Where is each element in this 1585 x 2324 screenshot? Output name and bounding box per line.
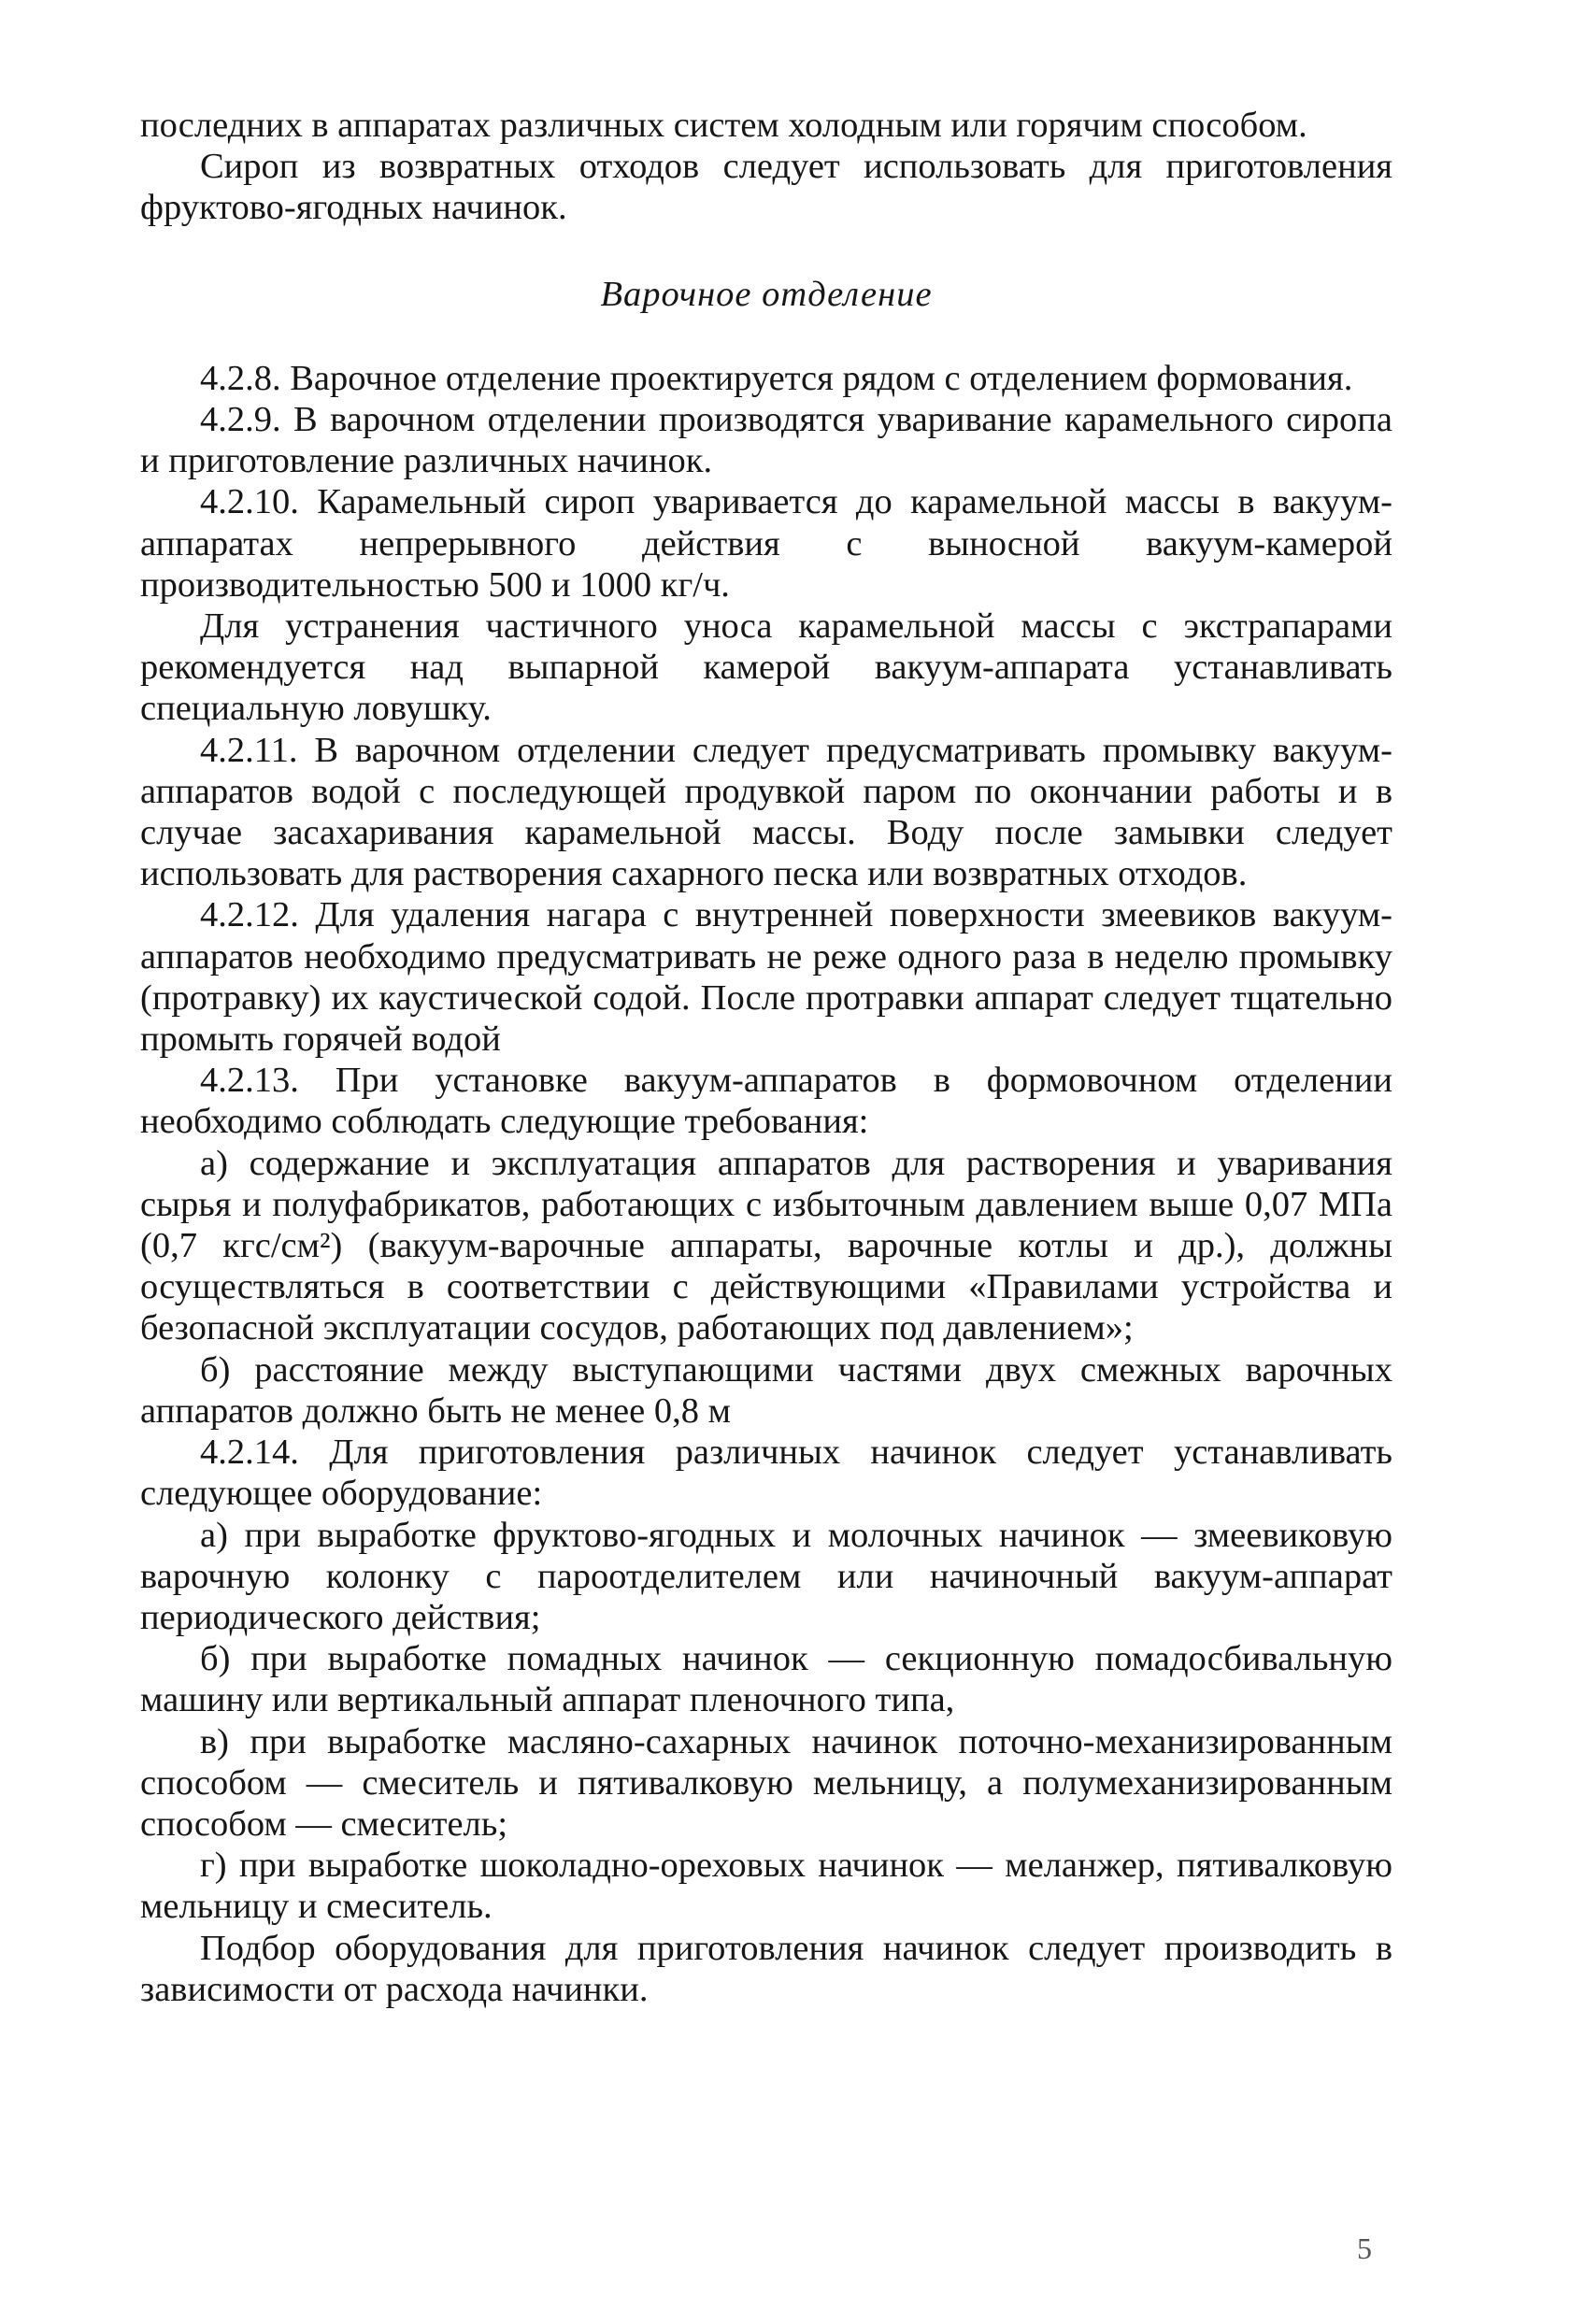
section-title: Варочное отделение	[600, 274, 933, 314]
clause-4-2-13: 4.2.13. При установке вакуум-аппаратов в формовочном отделении необходимо соблюдать следующие требования:	[140, 1061, 1392, 1142]
equipment-selection-paragraph: Подбор оборудования для приготовления начинок следует производить в зависимости от расхода начинки.	[140, 1928, 1392, 2009]
clause-4-2-14-v: в) при выработке масляно-сахарных начинок поточно-механизированным способом — смеситель и пятивалковую мельницу, а полумеханизированным способом — смеситель;	[140, 1721, 1392, 1844]
clause-4-2-13-a: а) содержание и эксплуатация аппаратов для растворения и уваривания сырья и полуфабрикатов, работающих с избыточным давлением выше 0,07 МПа (0,7 кгс/см²) (вакуум-варочные аппараты, варочные котлы и др.), должны осуществляться в соответствии с действующими «Правилами устройства и безопасной эксплуатации сосудов, работающих под давлением»;	[140, 1143, 1392, 1348]
clause-4-2-13-b: б) расстояние между выступающими частями двух смежных варочных аппаратов должно быть не менее 0,8 м	[140, 1349, 1392, 1431]
clause-4-2-14-b: б) при выработке помадных начинок — секционную помадосбивальную машину или вертикальный аппарат пленочного типа,	[140, 1639, 1392, 1720]
clause-4-2-14-g: г) при выработке шоколадно-ореховых начинок — меланжер, пятивалковую мельницу и смеситель.	[140, 1846, 1392, 1927]
clause-4-2-12: 4.2.12. Для удаления нагара с внутренней поверхности змеевиков вакуум-аппаратов необходимо предусматривать не реже одного раза в неделю промывку (протравку) их каустической содой. После протравки аппарат следует тщательно промыть горячей водой	[140, 895, 1392, 1060]
clause-4-2-8: 4.2.8. Варочное отделение проектируется рядом с отделением формования.	[200, 358, 1353, 398]
document-page	[140, 105, 1392, 2010]
clause-4-2-11: 4.2.11. В варочном отделении следует предусматривать промывку вакуум-аппаратов водой с последующей продувкой паром по окончании работы и в случае засахаривания карамельной массы. Воду после замывки следует использовать для растворения сахарного песка или возвратных отходов.	[140, 730, 1392, 894]
clause-4-2-14: 4.2.14. Для приготовления различных начинок следует устанавливать следующее оборудование:	[140, 1433, 1392, 1514]
clause-4-2-14-a: а) при выработке фруктово-ягодных и молочных начинок — змеевиковую варочную колонку с пароотделителем или начиночный вакуум-аппарат периодического действия;	[140, 1515, 1392, 1637]
clause-4-2-10-trap: Для устранения частичного уноса карамельной массы с экстрапарами рекомендуется над выпарной камерой вакуум-аппарата устанавливать специальную ловушку.	[140, 606, 1392, 729]
intro-paragraph-continuation: последних в аппаратах различных систем холодным или горячим способом.	[140, 106, 1307, 145]
intro-paragraph-syrup: Сироп из возвратных отходов следует использовать для приготовления фруктово-ягодных начинок.	[140, 147, 1392, 228]
page-number: 5	[1357, 2231, 1372, 2265]
clause-4-2-10: 4.2.10. Карамельный сироп уваривается до карамельной массы в вакуум-аппаратах непрерывного действия с выносной вакуум-камерой производительностью 500 и 1000 кг/ч.	[140, 482, 1392, 605]
clause-4-2-9: 4.2.9. В варочном отделении производятся уваривание карамельного сиропа и приготовление различных начинок.	[140, 400, 1392, 481]
